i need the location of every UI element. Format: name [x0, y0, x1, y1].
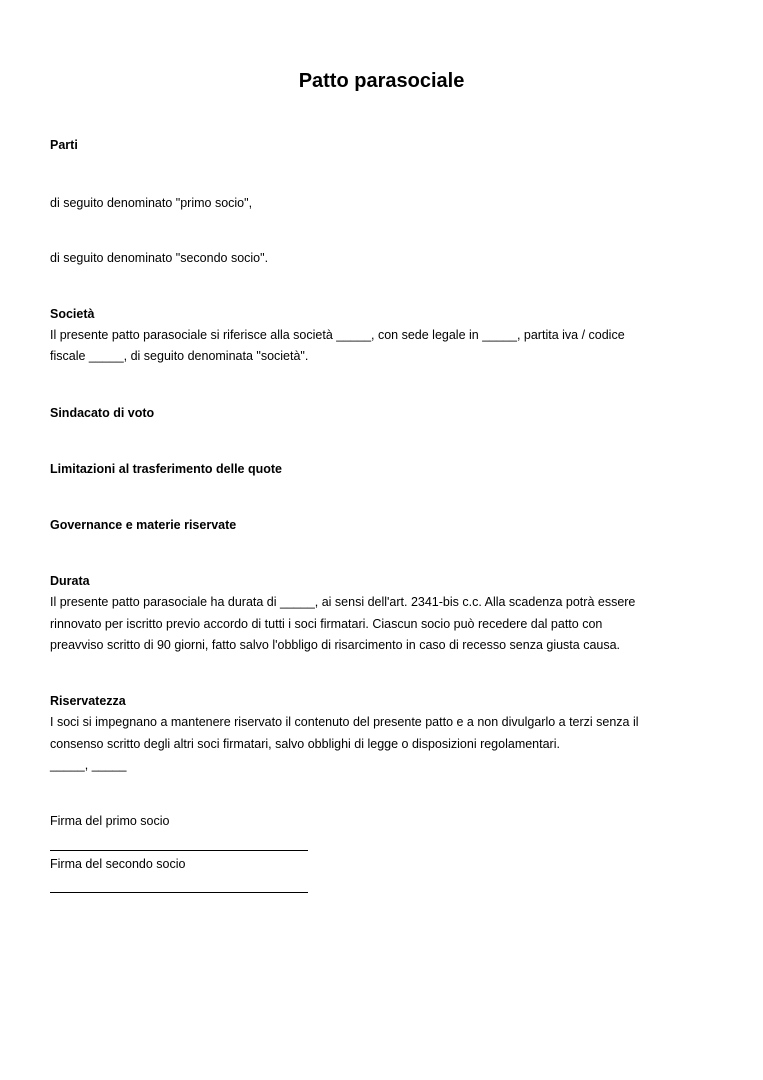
- societa-line-2: fiscale _____, di seguito denominata "società".: [50, 349, 309, 363]
- second-signature-line: [50, 892, 308, 893]
- place-date-blank: _____, _____: [50, 758, 127, 772]
- section-heading-limitazioni: Limitazioni al trasferimento delle quote: [50, 462, 282, 476]
- section-heading-durata: Durata: [50, 574, 90, 588]
- second-party-text: di seguito denominato "secondo socio".: [50, 251, 269, 265]
- durata-line-1: Il presente patto parasociale ha durata di _____, ai sensi dell'art. 2341-bis c.c. Alla scadenza potrà essere: [50, 595, 636, 609]
- section-heading-societa: Società: [50, 307, 95, 321]
- section-heading-parti: Parti: [50, 138, 78, 152]
- section-heading-governance: Governance e materie riservate: [50, 518, 237, 532]
- first-signature-label: Firma del primo socio: [50, 814, 170, 828]
- riservatezza-line-1: I soci si impegnano a mantenere riservato il contenuto del presente patto e a non divulgarlo a terzi senza il: [50, 715, 639, 729]
- second-signature-label: Firma del secondo socio: [50, 857, 186, 871]
- societa-line-1: Il presente patto parasociale si riferisce alla società _____, con sede legale in _____, partita iva / codice: [50, 328, 625, 342]
- section-heading-riservatezza: Riservatezza: [50, 694, 126, 708]
- first-party-text: di seguito denominato "primo socio",: [50, 196, 253, 210]
- section-heading-sindacato: Sindacato di voto: [50, 406, 155, 420]
- first-signature-line: [50, 850, 308, 851]
- document-title: Patto parasociale: [298, 70, 465, 92]
- durata-line-2: rinnovato per iscritto previo accordo di tutti i soci firmatari. Ciascun socio può recedere dal patto con: [50, 617, 603, 631]
- riservatezza-line-2: consenso scritto degli altri soci firmatari, salvo obblighi di legge o disposizioni regolamentari.: [50, 737, 560, 751]
- durata-line-3: preavviso scritto di 90 giorni, fatto salvo l'obbligo di risarcimento in caso di recesso senza giusta causa.: [50, 638, 621, 652]
